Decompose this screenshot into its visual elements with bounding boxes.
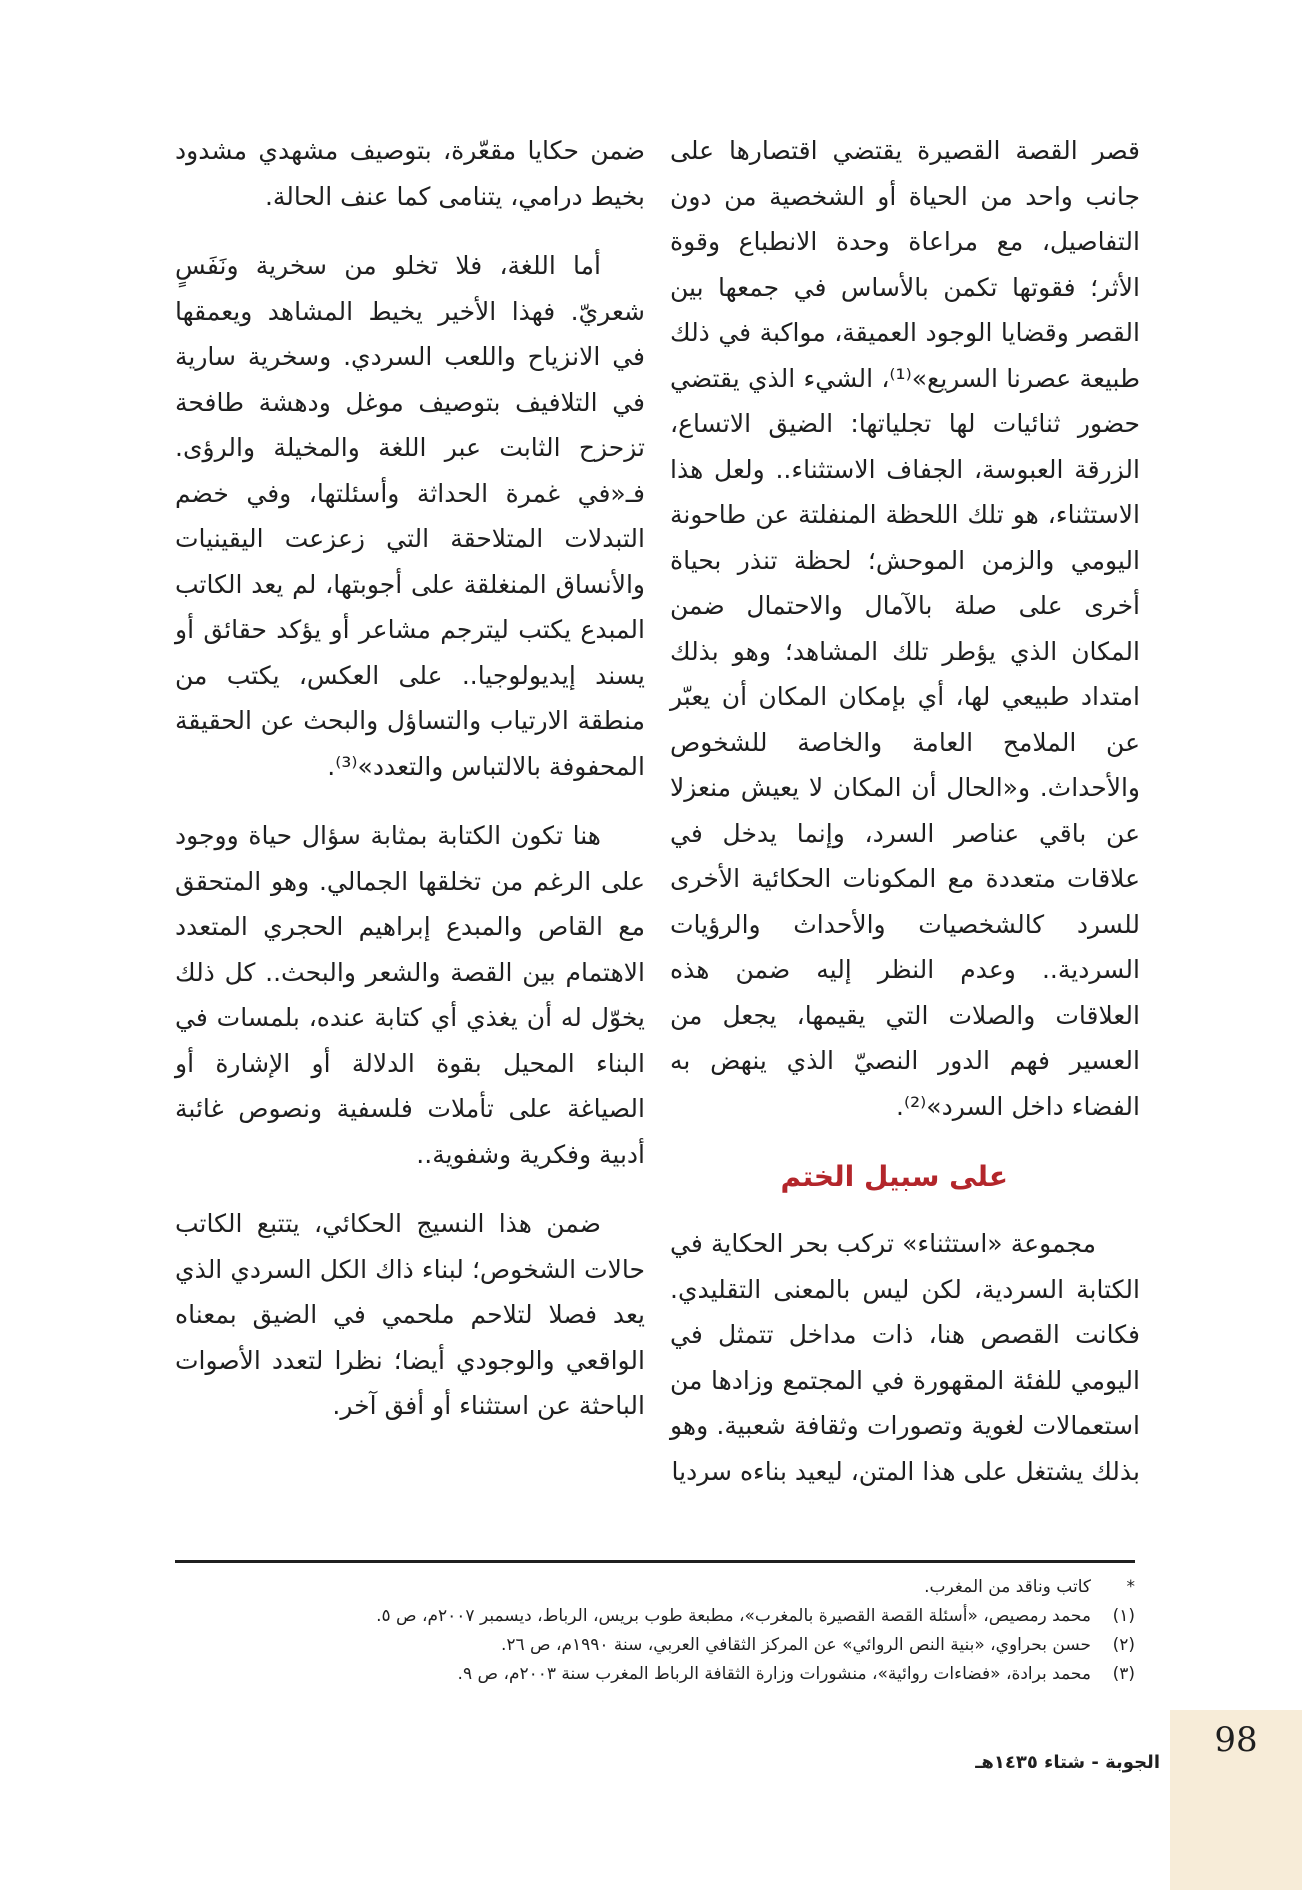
paragraph: ضمن هذا النسيج الحكائي، يتتبع الكاتب حالات الشخوص؛ لبناء ذاك الكل السردي الذي يعد فصلا لتلاحم ملحمي في الضيق بمعناه الواقعي والوجودي أيضا؛ نظرا لتعدد الأصوات الباحثة عن استثناء أو أفق آخر.	[175, 1209, 645, 1420]
footnotes	[175, 1560, 1135, 1689]
footnote-marker: (١)	[1112, 1606, 1135, 1626]
footnote-2	[175, 1631, 1135, 1660]
journal-issue-label: الجوبة - شتاء ١٤٣٥هـ	[975, 1752, 1160, 1773]
footnote-marker: (٣)	[1112, 1664, 1135, 1684]
paragraph: أما اللغة، فلا تخلو من سخرية ونَفَسٍ شعريّ. فهذا الأخير يخيط المشاهد ويعمقها في الانزياح واللعب السردي. وسخرية سارية في التلافيف بتوصيف موغل ودهشة طافحة تزحزح الثابت عبر اللغة والمخيلة والرؤى. فـ«في غمرة الحداثة وأسئلتها، وفي خضم التبدلات المتلاحقة التي زعزعت اليقينيات والأنساق المنغلقة على أجوبتها، لم يعد الكاتب المبدع يكتب ليترجم مشاعر أو يؤكد حقائق أو يسند إيديولوجيا.. على العكس، يكتب من منطقة الارتياب والتساؤل والبحث عن الحقيقة المحفوفة بالالتباس والتعدد»⁽³⁾.	[175, 251, 645, 781]
page-number: 98	[1214, 1720, 1258, 1760]
section-heading: على سبيل الختم	[780, 1160, 1008, 1193]
left-text-column	[175, 128, 645, 1429]
footnote-text: كاتب وناقد من المغرب.	[924, 1577, 1091, 1597]
paragraph: مجموعة «استثناء» تركب بحر الحكاية في الكتابة السردية، لكن ليس بالمعنى التقليدي. فكانت القصص هنا، ذات مداخل تتمثل في اليومي للفئة المقهورة في المجتمع وزادها من استعمالات لغوية وتصورات وثقافة شعبية. وهو بذلك يشتغل على هذا المتن، ليعيد بناءه سرديا	[670, 1229, 1140, 1486]
paragraph: هنا تكون الكتابة بمثابة سؤال حياة ووجود على الرغم من تخلقها الجمالي. وهو المتحقق مع القاص والمبدع إبراهيم الحجري المتعدد الاهتمام بين القصة والشعر والبحث.. كل ذلك يخوّل له أن يغذي أي كتابة عنده، بلمسات في البناء المحيل بقوة الدلالة أو الإشارة أو الصياغة على تأملات فلسفية ونصوص غائبة أدبية وفكرية وشفوية..	[175, 821, 645, 1169]
footnote-author	[175, 1573, 1135, 1602]
footnote-marker: (٢)	[1112, 1635, 1135, 1655]
footnote-text: محمد رمصيص، «أسئلة القصة القصيرة بالمغرب»، مطبعة طوب بريس، الرباط، ديسمبر ٢٠٠٧م، ص ٥.	[376, 1606, 1091, 1626]
footnote-text: محمد برادة، «فضاءات روائية»، منشورات وزارة الثقافة الرباط المغرب سنة ٢٠٠٣م، ص ٩.	[457, 1664, 1091, 1684]
paragraph: ضمن حكايا مقعّرة، بتوصيف مشهدي مشدود بخيط درامي، يتنامى كما عنف الحالة.	[175, 136, 645, 211]
paragraph: قصر القصة القصيرة يقتضي اقتصارها على جانب واحد من الحياة أو الشخصية من دون التفاصيل، مع مراعاة وحدة الانطباع وقوة الأثر؛ فقوتها تكمن بالأساس في جمعها بين القصر وقضايا الوجود العميقة، مواكبة في ذلك طبيعة عصرنا السريع»⁽¹⁾، الشيء الذي يقتضي حضور ثنائيات لها تجلياتها: الضيق الاتساع، الزرقة العبوسة، الجفاف الاستثناء.. ولعل هذا الاستثناء، هو تلك اللحظة المنفلتة عن طاحونة اليومي والزمن الموحش؛ لحظة تنذر بحياة أخرى على صلة بالآمال والاحتمال ضمن المكان الذي يؤطر تلك المشاهد؛ وهو بذلك امتداد طبيعي لها، أي بإمكان المكان أن يعبّر عن الملامح العامة والخاصة للشخوص والأحداث. و«الحال أن المكان لا يعيش منعزلا عن باقي عناصر السرد، وإنما يدخل في علاقات متعددة مع المكونات الحكائية الأخرى للسرد كالشخصيات والأحداث والرؤيات السردية.. وعدم النظر إليه ضمن هذه العلاقات والصلات التي يقيمها، يجعل من العسير فهم الدور النصيّ الذي ينهض به الفضاء داخل السرد»⁽²⁾.	[670, 136, 1140, 1121]
footnote-1	[175, 1602, 1135, 1631]
footnote-text: حسن بحراوي، «بنية النص الروائي» عن المركز الثقافي العربي، سنة ١٩٩٠م، ص ٢٦.	[500, 1635, 1091, 1655]
footnote-3	[175, 1660, 1135, 1689]
footnote-marker: *	[1126, 1577, 1135, 1597]
right-text-column	[670, 128, 1140, 1494]
